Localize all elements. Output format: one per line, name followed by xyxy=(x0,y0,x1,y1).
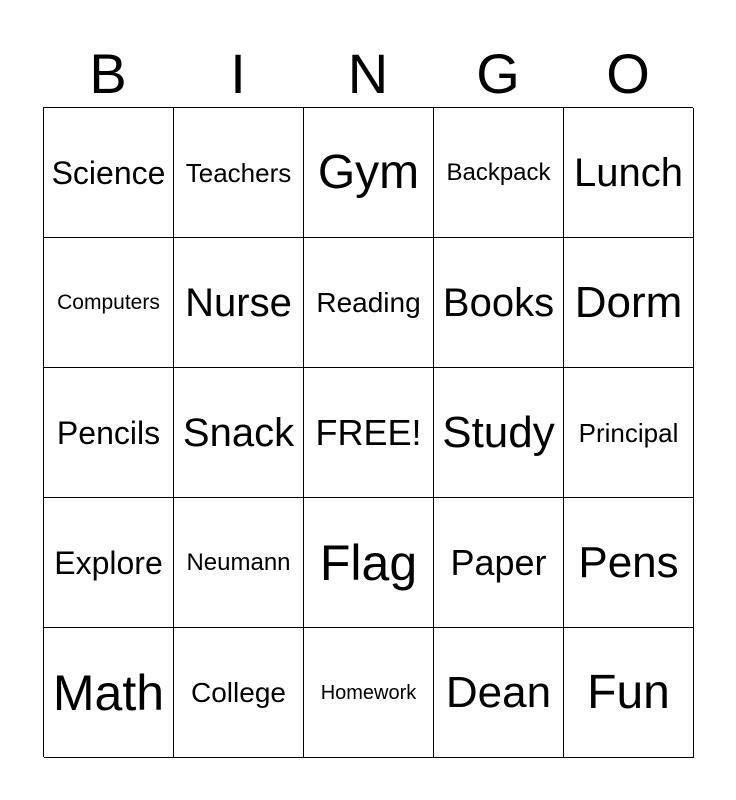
bingo-cell-r5-c2[interactable]: College xyxy=(174,628,304,758)
bingo-cell-r3-c3[interactable]: FREE! xyxy=(304,368,434,498)
bingo-cell-r2-c1[interactable]: Computers xyxy=(44,238,174,368)
bingo-cell-r1-c4[interactable]: Backpack xyxy=(434,108,564,238)
header-letter-b: B xyxy=(89,42,127,105)
bingo-cell-r4-c2[interactable]: Neumann xyxy=(174,498,304,628)
bingo-cell-r3-c2[interactable]: Snack xyxy=(174,368,304,498)
bingo-cell-r1-c5[interactable]: Lunch xyxy=(564,108,694,238)
bingo-cell-r5-c5[interactable]: Fun xyxy=(564,628,694,758)
bingo-cell-r4-c4[interactable]: Paper xyxy=(434,498,564,628)
header-letter-o: O xyxy=(606,42,650,105)
bingo-cell-r3-c5[interactable]: Principal xyxy=(564,368,694,498)
bingo-cell-r1-c2[interactable]: Teachers xyxy=(174,108,304,238)
bingo-cell-r1-c3[interactable]: Gym xyxy=(304,108,434,238)
bingo-cell-r5-c4[interactable]: Dean xyxy=(434,628,564,758)
header-letter-i: I xyxy=(230,42,246,105)
bingo-cell-r2-c2[interactable]: Nurse xyxy=(174,238,304,368)
header-letter-n: N xyxy=(347,42,389,105)
bingo-cell-r5-c3[interactable]: Homework xyxy=(304,628,434,758)
bingo-board xyxy=(43,107,693,757)
bingo-cell-r5-c1[interactable]: Math xyxy=(44,628,174,758)
bingo-cell-r2-c3[interactable]: Reading xyxy=(304,238,434,368)
bingo-cell-r3-c1[interactable]: Pencils xyxy=(44,368,174,498)
header-letter-g: G xyxy=(476,42,520,105)
bingo-header xyxy=(43,40,693,108)
bingo-cell-r3-c4[interactable]: Study xyxy=(434,368,564,498)
bingo-cell-r1-c1[interactable]: Science xyxy=(44,108,174,238)
bingo-cell-r4-c5[interactable]: Pens xyxy=(564,498,694,628)
bingo-cell-r4-c1[interactable]: Explore xyxy=(44,498,174,628)
bingo-cell-r4-c3[interactable]: Flag xyxy=(304,498,434,628)
bingo-cell-r2-c5[interactable]: Dorm xyxy=(564,238,694,368)
bingo-cell-r2-c4[interactable]: Books xyxy=(434,238,564,368)
